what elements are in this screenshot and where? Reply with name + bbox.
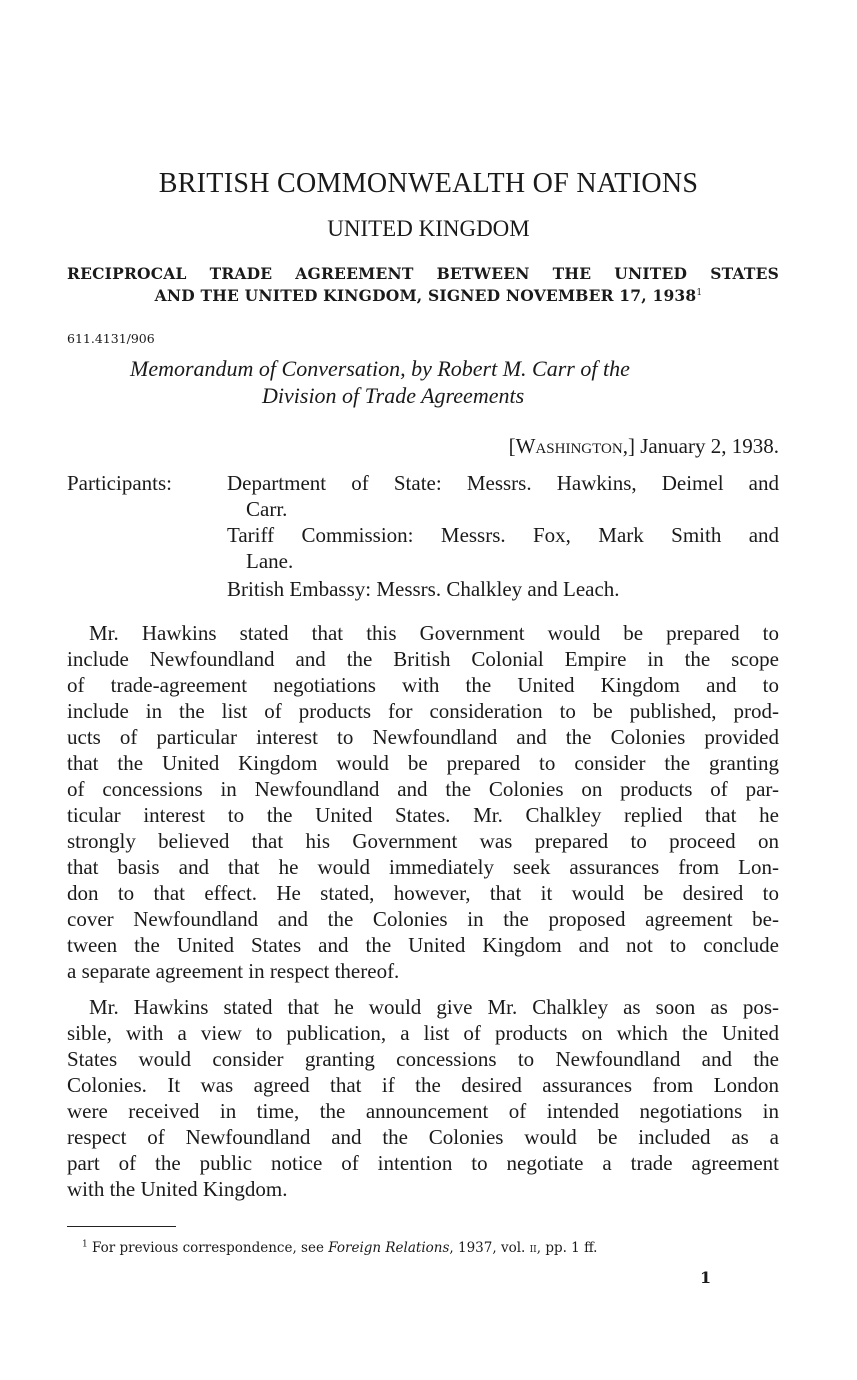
participant-row: Tariff Commission: Messrs. Fox, Mark Smith and [227, 523, 780, 547]
participant-row-continuation: Lane. [246, 549, 294, 573]
file-number: 611.4131/906 [67, 331, 155, 346]
dateline: [WASHINGTON,] January 2, 1938. [508, 434, 779, 458]
participant-row-continuation: Carr. [246, 497, 288, 521]
page-number: 1 [700, 1268, 712, 1287]
footnote: $^1$ For previous correspondence, see Foreign Relations, 1937, vol. ii, pp. 1 ff. [82, 1239, 598, 1256]
date: January 2, 1938. [640, 434, 779, 458]
paragraph-1: Mr. Hawkins stated that this Government would be prepared to include Newfoundland and the British Colonial Empire in the scope of trade-agreement negotiations with the United Kingdom and to include in the list of products for consideration to be published, prod- ucts of particular interest to Newfoundland and the Colonies provided that the United Kingdom would be prepared to consider the granting of concessions in Newfoundland and the Colonies on products of par- ticular interest to the United States. Mr. Chalkley replied that he strongly believed that his Government was prepared to proceed on that basis and that he would immediately seek assurances from Lon- don to that effect. He stated, however, that it would be desired to cover Newfoundland and the Colonies in the proposed agreement be- tween the United States and the United Kingdom and not to conclude a separate agreement in respect thereof. [67, 621, 779, 983]
participant-row: British Embassy: Messrs. Chalkley and Leach. [227, 577, 620, 601]
memo-title-line-1: Memorandum of Conversation, by Robert M. Carr of the [130, 356, 630, 381]
main-heading: BRITISH COMMONWEALTH OF NATIONS [158, 168, 699, 199]
footnote-reference: 1 [696, 287, 703, 298]
subject-heading-line-1: RECIPROCAL TRADE AGREEMENT BETWEEN THE UNITED STATES [67, 264, 779, 283]
subject-heading-line-2: AND THE UNITED KINGDOM, SIGNED NOVEMBER 17, 1938$^1$ [154, 286, 703, 305]
sub-heading: UNITED KINGDOM [327, 216, 530, 241]
paragraph-2: Mr. Hawkins stated that he would give Mr. Chalkley as soon as pos- sible, with a view to publication, a list of products on which the United States would consider granting concessions to Newfoundland and the Colonies. It was agreed that if the desired assurances from London were received in time, the announcement of intended negotiations in respect of Newfoundland and the Colonies would be included as a part of the public notice of intention to negotiate a trade agreement with the United Kingdom. [67, 995, 779, 1201]
footnote-divider [67, 1226, 176, 1227]
memo-title-line-2: Division of Trade Agreements [262, 383, 525, 408]
participants-label: Participants: [67, 471, 172, 495]
participant-row: Department of State: Messrs. Hawkins, Deimel and [227, 471, 779, 495]
